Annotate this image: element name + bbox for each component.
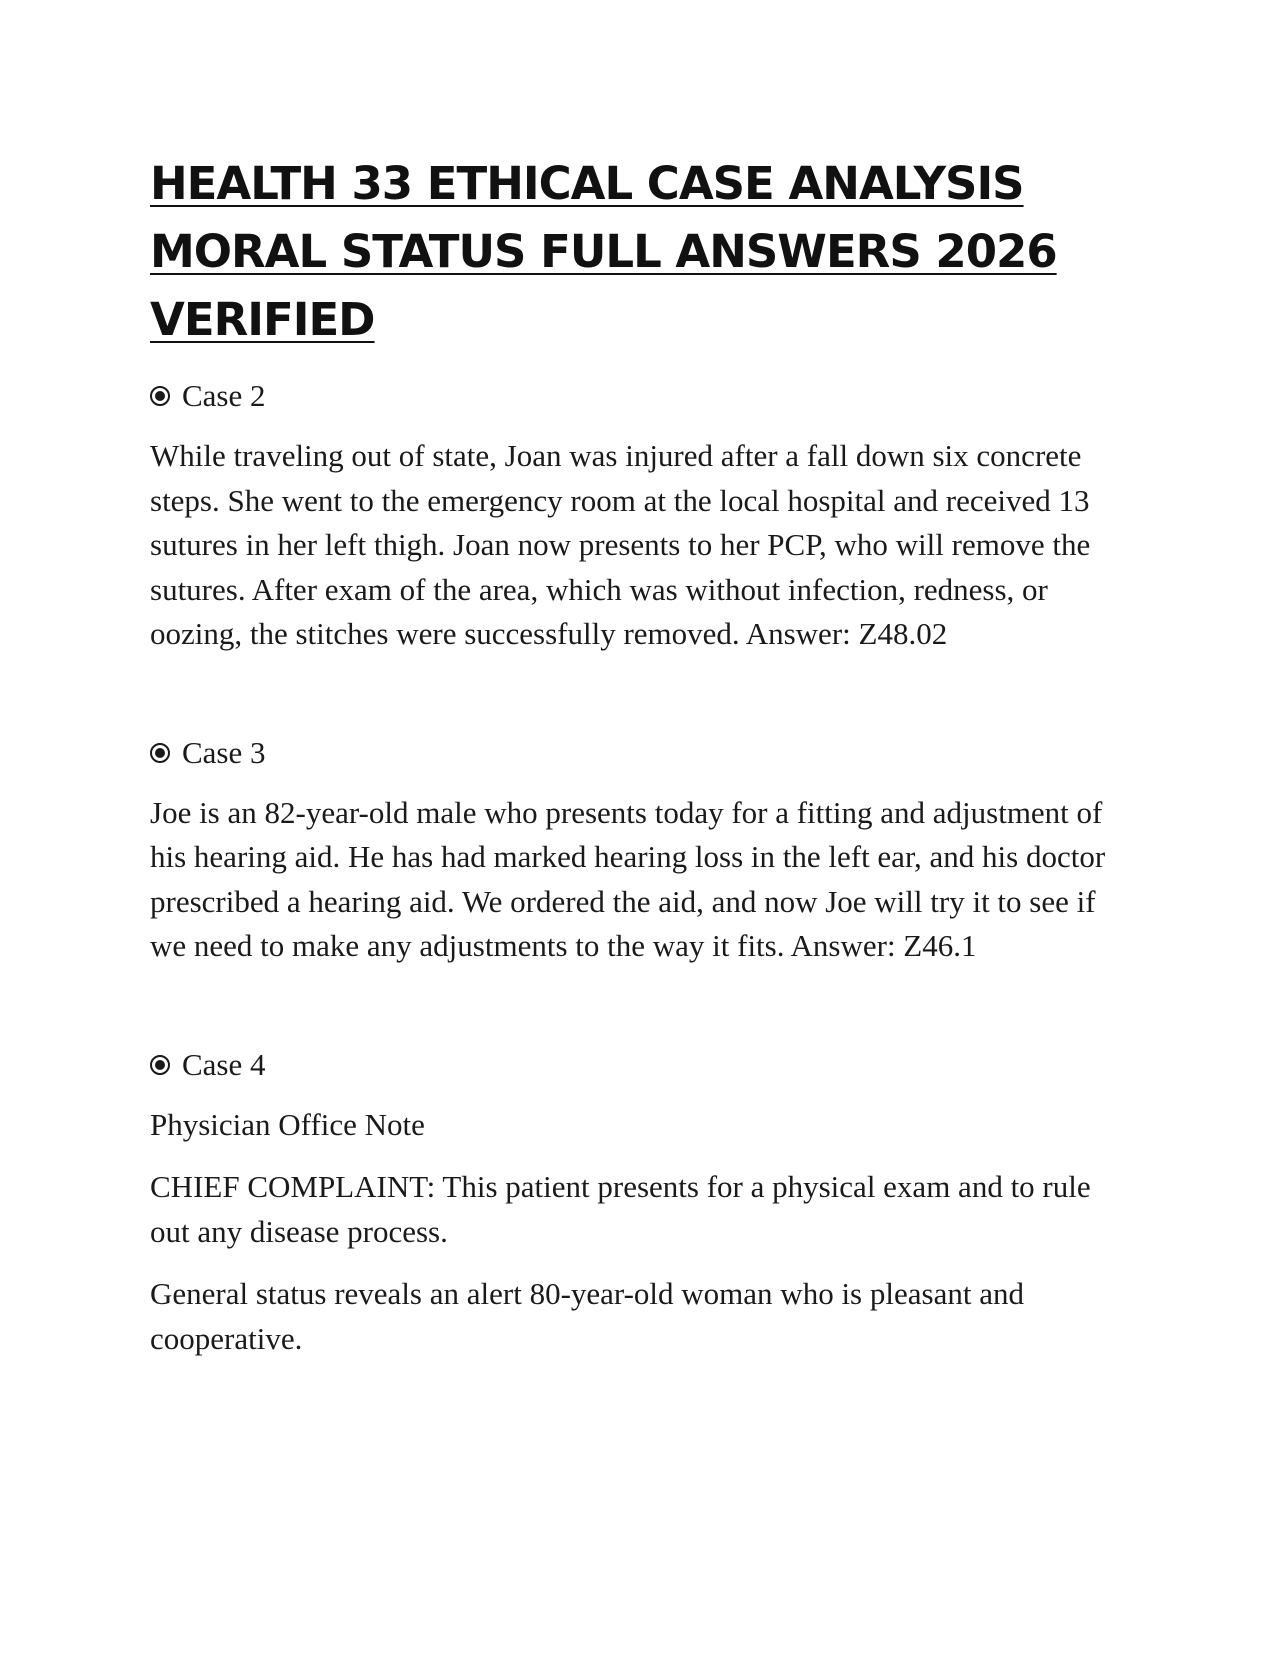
case-section-2 — [150, 376, 1130, 657]
case-heading — [150, 1045, 1130, 1085]
case-paragraph: CHIEF COMPLAINT: This patient presents for a physical exam and to rule out any disease process. — [150, 1169, 1091, 1249]
radio-bullet-icon — [150, 386, 170, 406]
case-section-3 — [150, 733, 1130, 969]
case-paragraph: While traveling out of state, Joan was injured after a fall down six concrete steps. She went to the emergency room at the local hospital and received 13 sutures in her left thigh. Joan now presents to her PCP, who will remove the sutures. After exam of the area, which was without infection, redness, or oozing, the stitches were successfully removed. Answer: Z48.02 — [150, 438, 1091, 651]
case-heading — [150, 376, 1130, 416]
case-paragraph: General status reveals an alert 80-year-old woman who is pleasant and cooperative. — [150, 1276, 1024, 1356]
case-heading-label: Case 2 — [182, 378, 266, 413]
case-paragraph: Physician Office Note — [150, 1106, 425, 1142]
document-page — [150, 150, 1130, 1379]
case-section-4 — [150, 1045, 1130, 1362]
case-heading-label: Case 3 — [182, 734, 266, 770]
section-spacer — [150, 987, 1130, 1045]
case-heading-label: Case 4 — [182, 1046, 266, 1082]
case-paragraph: Joe is an 82-year-old male who presents today for a fitting and adjustment of his hearing aid. He has had marked hearing loss in the left ear, and his doctor prescribed a hearing aid. We ordered the aid, and now Joe will try it to see if we need to make any adjustments to the way it fits. Answer: Z46.1 — [150, 794, 1106, 963]
section-spacer — [150, 675, 1130, 733]
radio-bullet-icon — [150, 743, 170, 763]
radio-bullet-icon — [150, 1055, 170, 1075]
case-heading — [150, 733, 1130, 773]
document-title: HEALTH 33 ETHICAL CASE ANALYSIS MORAL STATUS FULL ANSWERS 2026 VERIFIED — [150, 157, 1057, 346]
